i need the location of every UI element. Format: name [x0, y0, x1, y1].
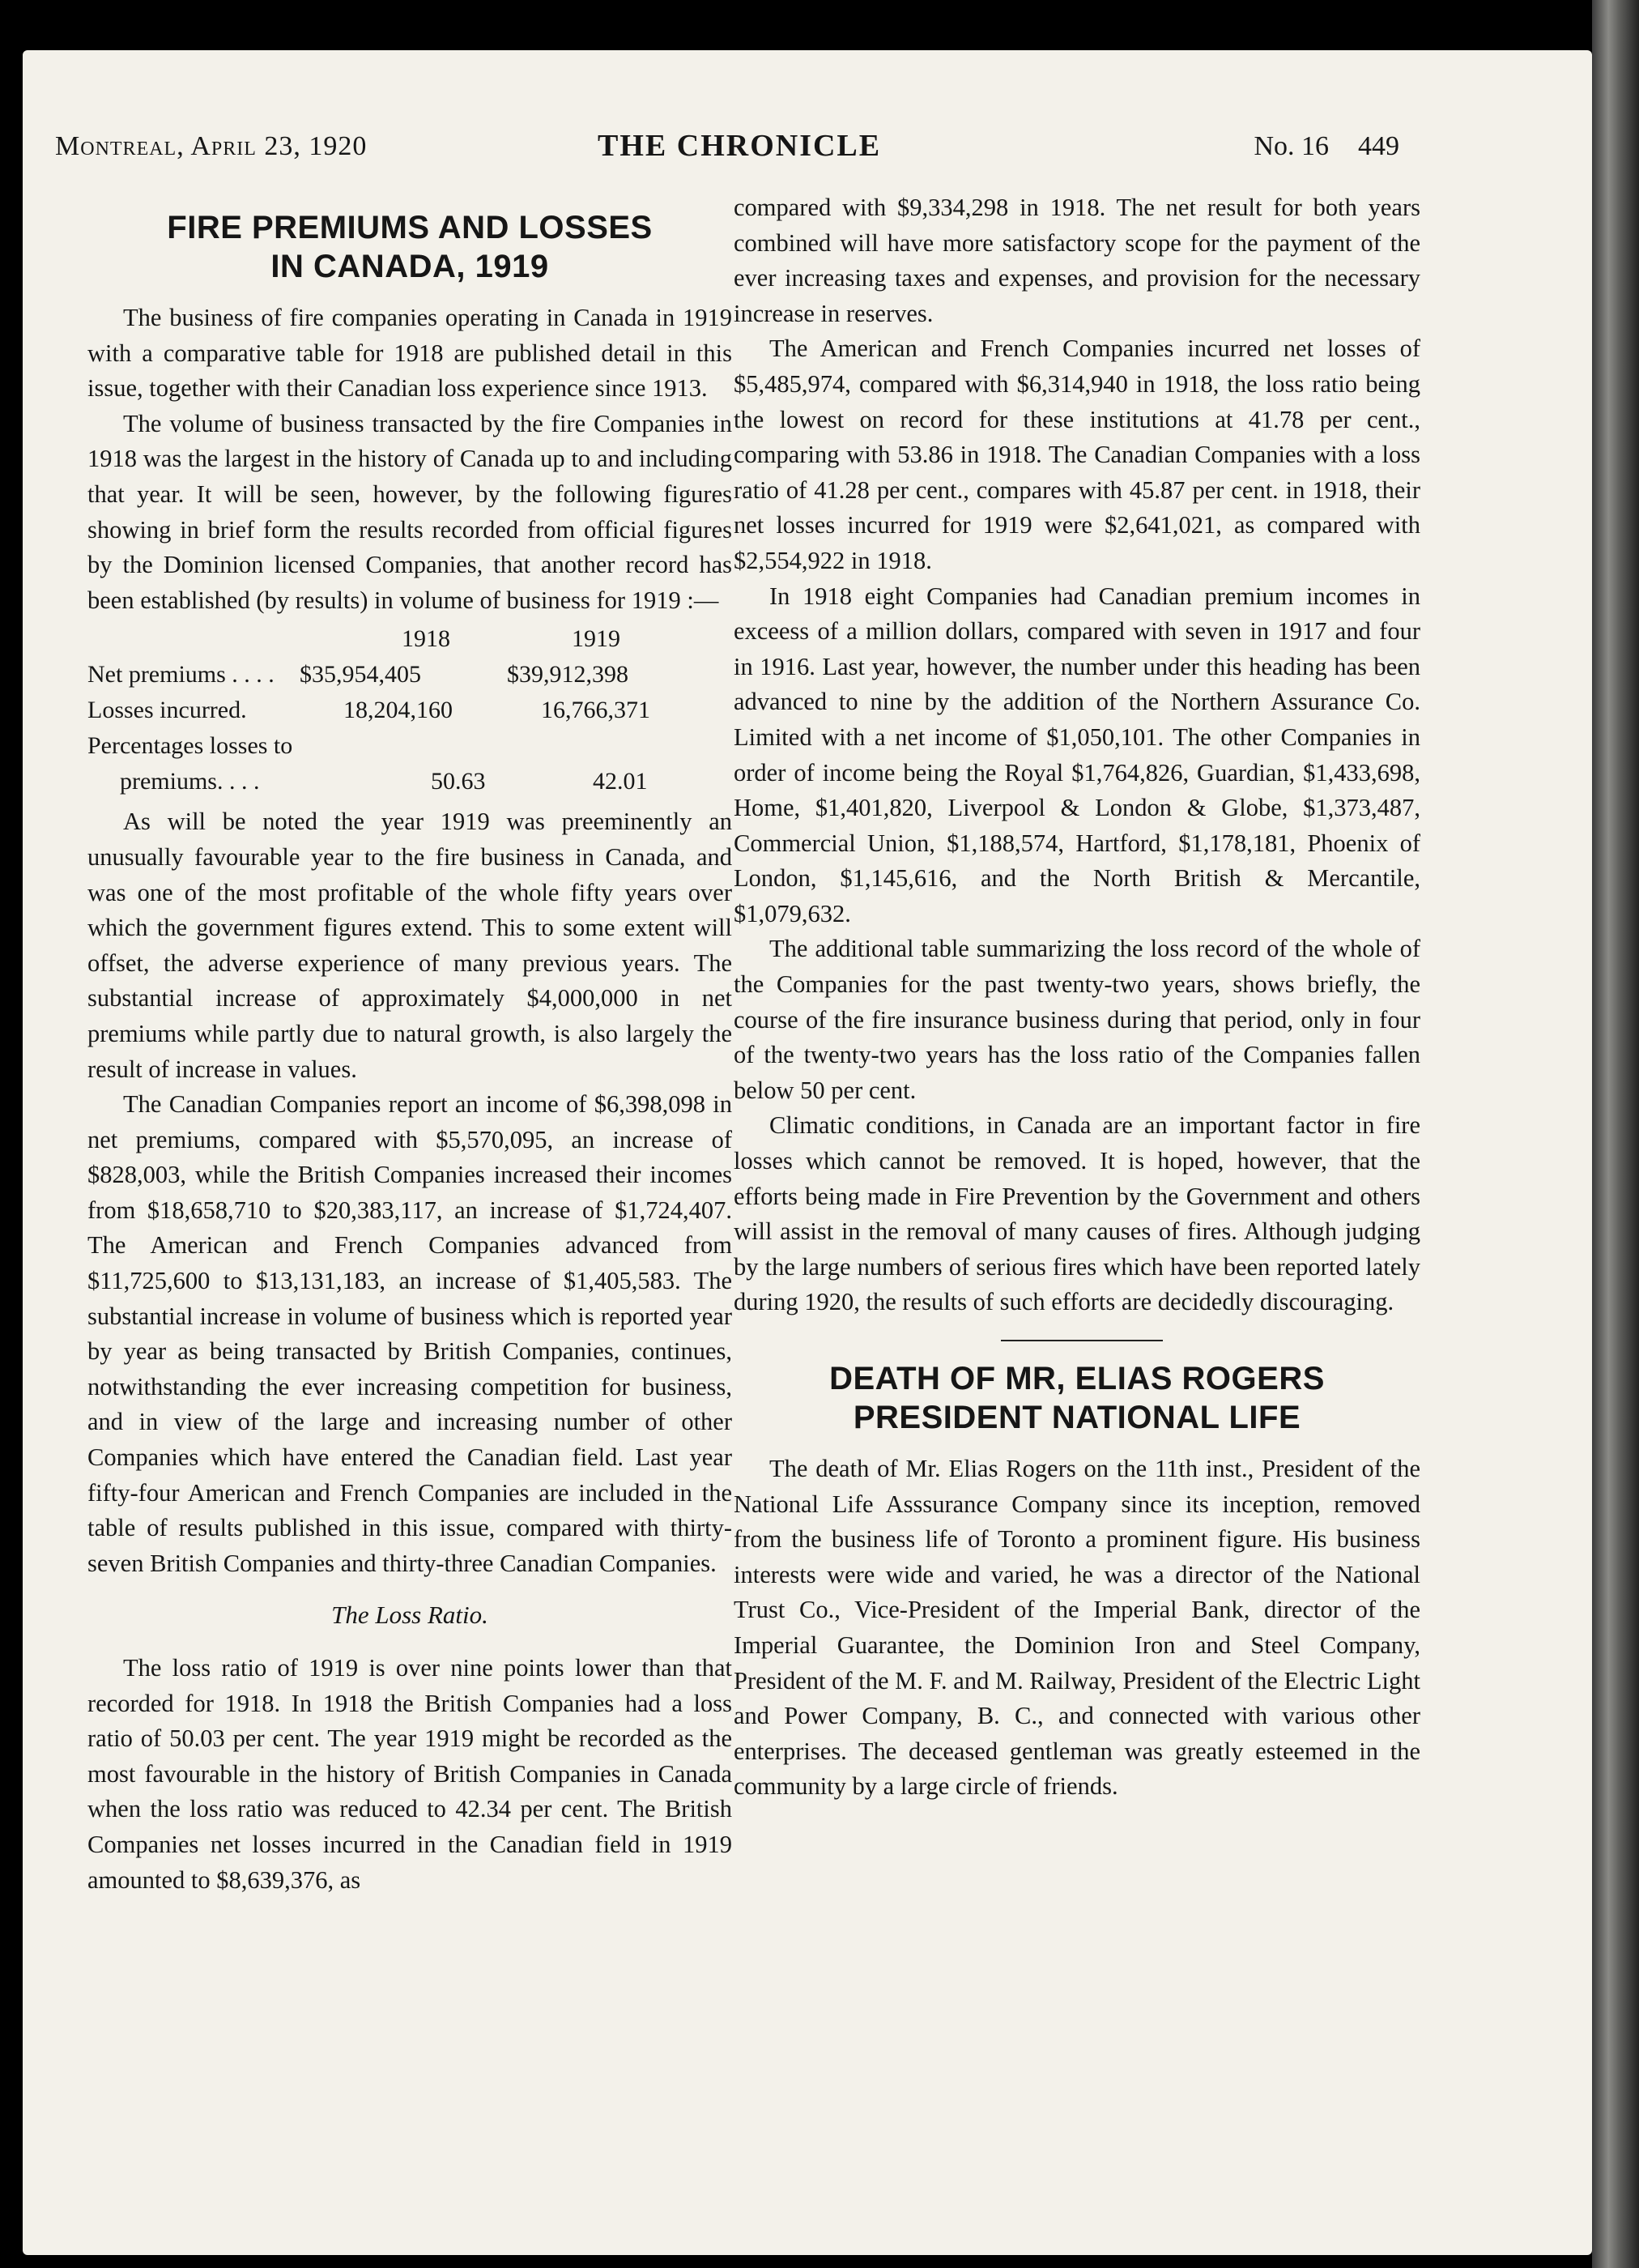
paragraph: The business of fire companies operating in Canada in 1919 with a comparative table for 1918 are published detail in this issue, together with their Canadian loss experience since 1913. — [87, 304, 732, 403]
summary-table — [87, 621, 732, 799]
row-value: 50.63 — [431, 768, 486, 795]
paragraph: The additional table summarizing the loss record of the whole of the Companies for the past twenty-two years, shows briefly, the course of the fire insurance business during that period, only in four of the twenty-two years has the loss ratio of the Companies fallen below 50 per cent. — [734, 935, 1420, 1104]
paragraph: The American and French Companies incurred net losses of $5,485,974, compared with $6,314,940 in 1918, the loss ratio being the lowest on record for these institutions at 41.78 per cent., comparing with 53.86 in 1918. The Canadian Companies with a loss ratio of 41.28 per cent., compares with 45.87 per cent. in 1918, their net losses incurred for 1919 were $2,641,021, as compared with $2,554,922 in 1918. — [734, 335, 1420, 574]
row-value: $35,954,405 — [300, 661, 421, 688]
newspaper-page — [23, 50, 1592, 2255]
article-headline — [734, 1359, 1420, 1437]
paragraph: The Canadian Companies report an income of $6,398,098 in net premiums, compared with $5,570,095, an increase of $828,003, while the British Companies increased their incomes from $18,658,710 to $20,383,117, an increase of $1,724,407. The American and French Companies advanced from $11,725,600 to $13,131,183, an increase of $1,405,583. The substantial increase in volume of business which is reported year by year as being transacted by British Companies, continues, notwithstanding the ever increasing competition for business, and in view of the large and increasing number of other Companies which have entered the Canadian field. Last year fifty-four American and French Companies are included in the table of results published in this issue, compared with thirty-seven British Companies and thirty-three Canadian Companies. — [87, 1090, 732, 1577]
headline-line-2: IN CANADA, 1919 — [270, 249, 549, 284]
section-subheading: The Loss Ratio. — [331, 1601, 488, 1630]
headline-line-1: FIRE PREMIUMS AND LOSSES — [167, 210, 653, 245]
row-label: Percentages losses to — [87, 732, 293, 760]
row-label: Net premiums . . . . — [87, 661, 275, 688]
left-column — [87, 208, 732, 1898]
headline-line-2: PRESIDENT NATIONAL LIFE — [853, 1400, 1301, 1435]
paragraph: As will be noted the year 1919 was preeminently an unusually favourable year to the fire business in Canada, and was one of the most profitable of the whole fifty years over which the government figures extend. This to some extent will offset, the adverse experience of many previous years. The substantial increase of approximately $4,000,000 in net premiums while partly due to natural growth, is also largely the result of increase in values. — [87, 808, 732, 1083]
issue-and-page — [1224, 131, 1399, 162]
row-label: premiums. . . . — [120, 768, 260, 795]
table-row — [87, 657, 732, 693]
paragraph: Climatic conditions, in Canada are an important factor in fire losses which cannot be removed. It is hoped, however, that the efforts being made in Fire Prevention by the Government and others will assist in the removal of many causes of fires. Although judging by the large numbers of serious fires which have been reported lately during 1920, the results of such efforts are decidedly discouraging. — [734, 1111, 1420, 1316]
table-row — [87, 693, 732, 728]
publication-title: THE CHRONICLE — [598, 129, 882, 163]
section-divider — [1001, 1340, 1163, 1341]
table-header-1918: 1918 — [402, 625, 450, 653]
page-number: 449 — [1358, 131, 1399, 161]
paragraph: The death of Mr. Elias Rogers on the 11th inst., President of the National Life Asssurance Company since its inception, removed from the business life of Toronto a prominent figure. His business interests were wide and varied, he was a director of the National Trust Co., Vice-President of the Imperial Bank, director of the Imperial Guarantee, the Dominion Iron and Steel Company, President of the M. F. and M. Railway, President of the Electric Light and Power Company, B. C., and connected with various other enterprises. The deceased gentleman was greatly esteemed in the community by a large circle of friends. — [734, 1455, 1420, 1801]
row-label: Losses incurred. — [87, 697, 247, 724]
right-column — [734, 190, 1420, 1805]
headline-line-1: DEATH OF MR, ELIAS ROGERS — [829, 1361, 1325, 1396]
paragraph: The volume of business transacted by the fire Companies in 1918 was the largest in the history of Canada up to and including that year. It will be seen, however, by the following figures showing in brief form the results recorded from official figures by the Dominion licensed Companies, that another record has been established (by results) in volume of business for 1919 :— — [87, 409, 732, 614]
table-header-row — [87, 621, 732, 657]
table-row — [87, 728, 732, 764]
paragraph: The loss ratio of 1919 is over nine points lower than that recorded for 1918. In 1918 the British Companies had a loss ratio of 50.03 per cent. The year 1919 might be recorded as the most favourable in the history of British Companies in Canada when the loss ratio was reduced to 42.34 per cent. The British Companies net losses incurred in the Canadian field in 1919 amounted to $8,639,376, as — [87, 1654, 732, 1894]
page-header — [55, 131, 1399, 188]
row-value: $39,912,398 — [507, 661, 628, 688]
issue-number: No. 16 — [1254, 131, 1329, 161]
paragraph: In 1918 eight Companies had Canadian premium incomes in exceess of a million dollars, compared with seven in 1917 and four in 1916. Last year, however, the number under this heading has been advanced to nine by the addition of the Northern Assurance Co. Limited with a net income of $1,050,101. The other Companies in order of income being the Royal $1,764,826, Guardian, $1,433,698, Home, $1,401,820, Liverpool & London & Globe, $1,373,487, Commercial Union, $1,188,574, Hartford, $1,178,181, Phoenix of London, $1,145,616, and the North British & Mercantile, $1,079,632. — [734, 582, 1420, 927]
article-headline — [87, 208, 732, 286]
row-value: 18,204,160 — [343, 697, 453, 724]
dateline: Montreal, April 23, 1920 — [55, 131, 368, 161]
paragraph-continued: compared with $9,334,298 in 1918. The net result for both years combined will have more satisfactory scope for the payment of the ever increasing taxes and expenses, and provision for the necessary increase in reserves. — [734, 194, 1420, 327]
table-row — [87, 764, 732, 799]
page-binding-edge — [1592, 0, 1639, 2268]
row-value: 42.01 — [593, 768, 648, 795]
row-value: 16,766,371 — [541, 697, 650, 724]
table-header-1919: 1919 — [572, 625, 620, 653]
